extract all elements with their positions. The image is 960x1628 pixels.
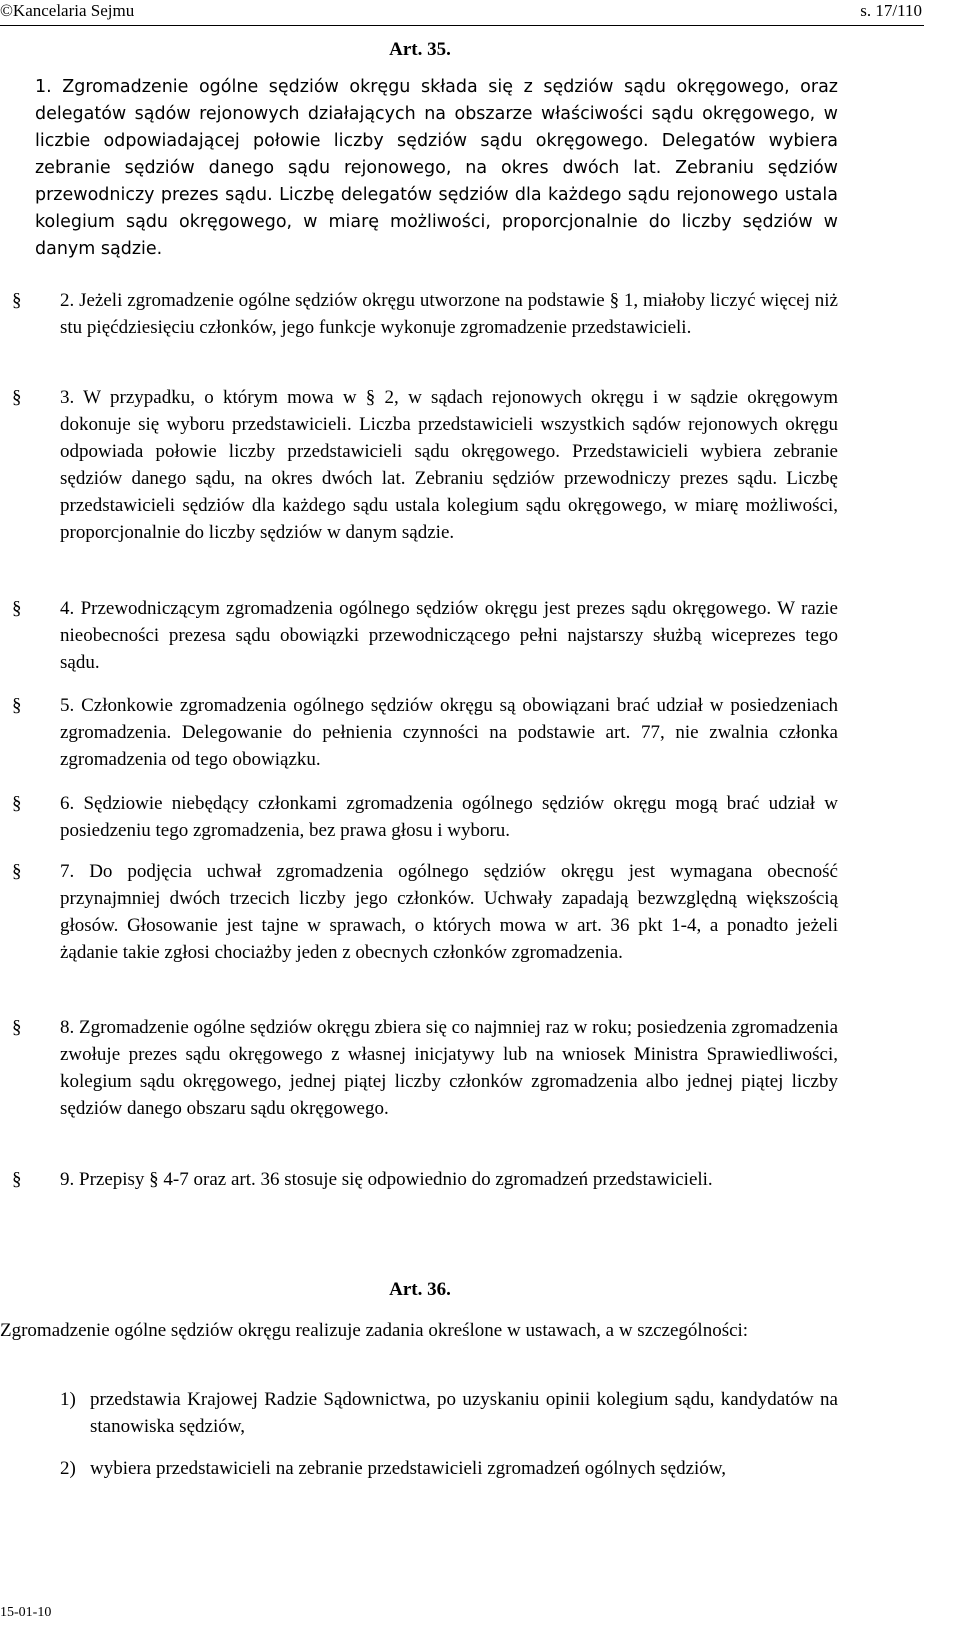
footer-date: 15-01-10 — [0, 1605, 52, 1620]
list-item-text: przedstawia Krajowej Radzie Sądownictwa, po uzyskaniu opinii kolegium sądu, kandydatów na stanowiska sędziów, — [90, 1389, 838, 1437]
article-35-section-2 — [12, 287, 838, 341]
header-page-number: s. 17/110 — [860, 1, 922, 20]
paragraph-symbol: § — [12, 598, 22, 619]
section-text: 8. Zgromadzenie ogólne sędziów okręgu zbiera się co najmniej raz w roku; posiedzenia zgromadzenia zwołuje prezes sądu okręgowego z własnej inicjatywy lub na wniosek Ministra Sprawiedliwości, kolegium sądu okręgowego, jednej piątej liczby członków zgromadzenia albo jednej piątej liczby sędziów danego obszaru sądu okręgowego. — [60, 1017, 838, 1119]
list-item — [60, 1386, 838, 1440]
article-36-intro: Zgromadzenie ogólne sędziów okręgu realizuje zadania określone w ustawach, a w szczególności: — [0, 1320, 749, 1341]
header-publisher: ©Kancelaria Sejmu — [0, 1, 135, 20]
article-35-section-7 — [12, 858, 838, 966]
section-text: 7. Do podjęcia uchwał zgromadzenia ogólnego sędziów okręgu jest wymagana obecność przynajmniej dwóch trzecich liczby jego członków. Uchwały zapadają bezwzględną większością głosów. Głosowanie jest tajne w sprawach, o których mowa w art. 36 pkt 1-4, a ponadto jeżeli żądanie takie zgłosi chociażby jeden z obecnych członków zgromadzenia. — [60, 861, 838, 963]
list-item-number: 1) — [60, 1389, 76, 1410]
article-35-section-4 — [12, 595, 838, 676]
paragraph-symbol: § — [12, 793, 22, 814]
section-text: 2. Jeżeli zgromadzenie ogólne sędziów okręgu utworzone na podstawie § 1, miałoby liczyć więcej niż stu pięćdziesięciu członków, jego funkcje wykonuje zgromadzenie przedstawicieli. — [60, 290, 838, 338]
article-35-section-8 — [12, 1014, 838, 1122]
section-text: 6. Sędziowie niebędący członkami zgromadzenia ogólnego sędziów okręgu mogą brać udział w posiedzeniu tego zgromadzenia, bez prawa głosu i wyboru. — [60, 793, 838, 841]
article-35-section-6 — [12, 790, 838, 844]
article-35-title: Art. 35. — [389, 39, 451, 60]
paragraph-symbol: § — [12, 387, 22, 408]
paragraph-symbol: § — [12, 1169, 22, 1190]
header-divider — [0, 25, 924, 26]
section-text: 3. W przypadku, o którym mowa w § 2, w sądach rejonowych okręgu i w sądzie okręgowym dokonuje się wyboru przedstawicieli. Liczba przedstawicieli wszystkich sądów rejonowych okręgu odpowiada połowie liczby przedstawicieli sądu okręgowego. Przedstawicieli wybiera zebranie sędziów danego sądu, na okres dwóch lat. Zebraniu sędziów przewodniczy prezes sądu. Liczbę przedstawicieli sędziów dla każdego sądu ustala kolegium sądu okręgowego, w miarę możliwości, proporcjonalnie do liczby sędziów w danym sądzie. — [60, 387, 838, 543]
article-35-section-5 — [12, 692, 838, 773]
paragraph-symbol: § — [12, 695, 22, 716]
list-item-text: wybiera przedstawicieli na zebranie przedstawicieli zgromadzeń ogólnych sędziów, — [90, 1458, 727, 1479]
paragraph-symbol: § — [12, 861, 22, 882]
section-text: 9. Przepisy § 4-7 oraz art. 36 stosuje się odpowiednio do zgromadzeń przedstawicieli. — [60, 1169, 713, 1190]
section-text: 5. Członkowie zgromadzenia ogólnego sędziów okręgu są obowiązani brać udział w posiedzeniach zgromadzenia. Delegowanie do pełnienia czynności na podstawie art. 77, nie zwalnia członka zgromadzenia od tego obowiązku. — [60, 695, 838, 770]
section-1-text: 1. Zgromadzenie ogólne sędziów okręgu składa się z sędziów sądu okręgowego, oraz delegatów sądów rejonowych działających na obszarze właściwości sądu okręgowego, w liczbie odpowiadającej połowie liczby sędziów sądu okręgowego. Delegatów wybiera zebranie sędziów danego sądu rejonowego, na okres dwóch lat. Zebraniu sędziów przewodniczy prezes sądu. Liczbę delegatów sędziów dla każdego sądu rejonowego ustala kolegium sądu okręgowego, w miarę możliwości, proporcjonalnie do liczby sędziów w danym sądzie. — [35, 77, 838, 259]
article-35-section-1 — [35, 74, 838, 263]
paragraph-symbol: § — [12, 290, 22, 311]
article-35-section-9 — [12, 1166, 838, 1193]
article-35-section-3 — [12, 384, 838, 546]
list-item — [60, 1455, 838, 1482]
article-36-title: Art. 36. — [389, 1279, 451, 1300]
list-item-number: 2) — [60, 1458, 76, 1479]
paragraph-symbol: § — [12, 1017, 22, 1038]
section-text: 4. Przewodniczącym zgromadzenia ogólnego sędziów okręgu jest prezes sądu okręgowego. W razie nieobecności prezesa sądu obowiązki przewodniczącego pełni najstarszy służbą wiceprezes tego sądu. — [60, 598, 838, 673]
